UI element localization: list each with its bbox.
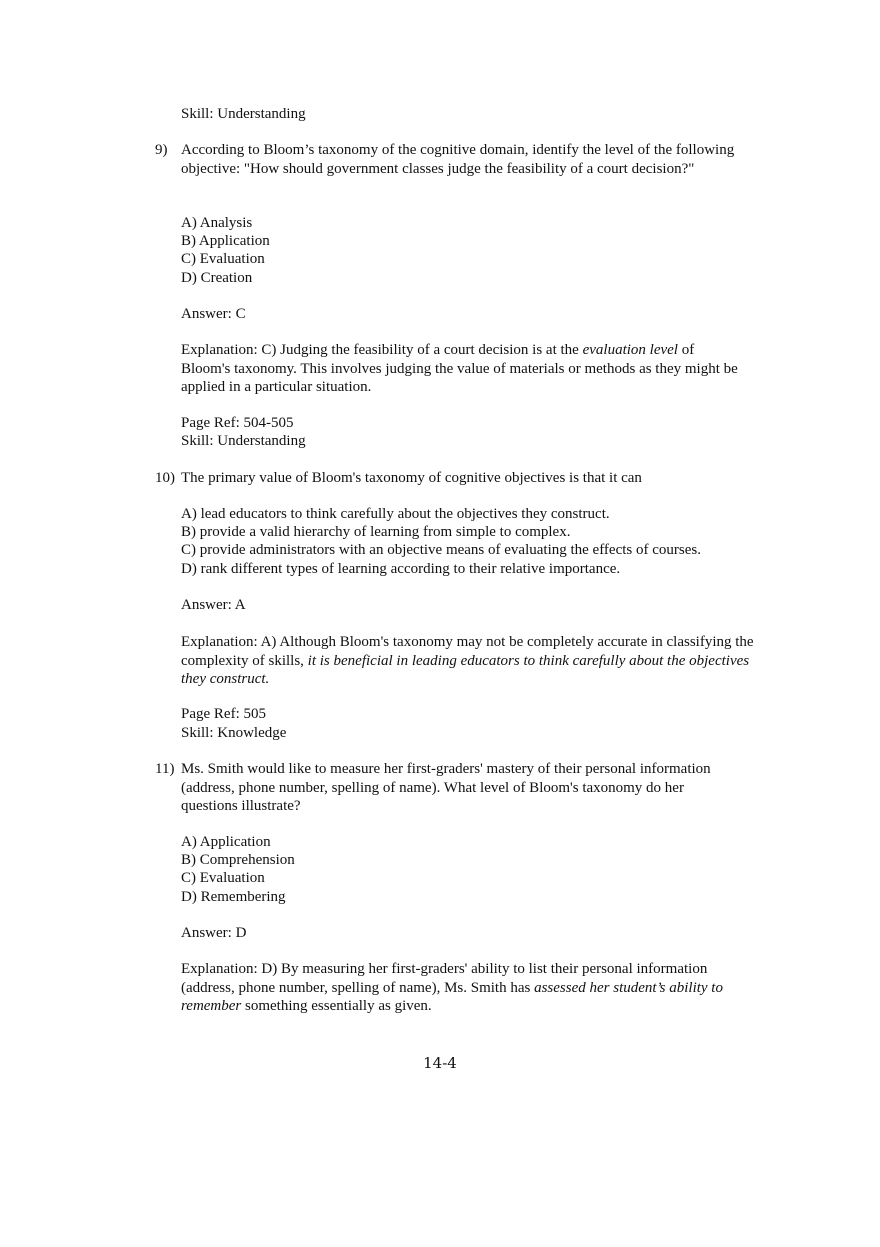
question-number: 11) [155,761,175,777]
explanation: Explanation: A) Although Bloom's taxonomy may not be completely accurate in classifying the complexity of skills, it is beneficial in leading educators to think carefully about the objectives they construct. [181,634,754,687]
explanation-emphasis: evaluation level [582,342,678,358]
choice-d: D) rank different types of learning according to their relative importance. [181,561,621,577]
choice-c: C) provide administrators with an objective means of evaluating the effects of courses. [181,542,701,558]
choice-a: A) Analysis [181,215,253,231]
explanation: Explanation: D) By measuring her first-graders' ability to list their personal information (address, phone number, spelling of name), Ms. Smith has assessed her student’s ability to remember something essentially as given. [181,961,723,1014]
explanation: Explanation: C) Judging the feasibility of a court decision is at the evaluation level of Bloom's taxonomy. This involves judging the value of materials or methods as they might be applied in a particular situation. [181,342,738,395]
answer: Answer: D [181,925,247,941]
choice-c: C) Evaluation [181,870,265,886]
choice-b: B) Application [181,233,270,249]
page-ref: Page Ref: 504-505 [181,415,294,431]
explanation-emphasis: it is beneficial in leading educators to think carefully about the objectives they construct. [181,652,750,687]
skill-line: Skill: Understanding [181,433,306,449]
skill-line: Skill: Understanding [181,106,306,122]
question-text: The primary value of Bloom's taxonomy of cognitive objectives is that it can [181,470,642,486]
page-ref: Page Ref: 505 [181,706,266,722]
question-number: 9) [155,142,168,158]
choice-d: D) Remembering [181,889,286,905]
question-text: According to Bloom’s taxonomy of the cognitive domain, identify the level of the following objective: "How should government classes judge the feasibility of a court decision?" [181,142,735,177]
answer: Answer: A [181,597,246,613]
choice-a: A) Application [181,834,271,850]
answer: Answer: C [181,306,246,322]
skill-line: Skill: Knowledge [181,725,287,741]
choice-a: A) lead educators to think carefully about the objectives they construct. [181,506,610,522]
choice-b: B) Comprehension [181,852,295,868]
page-number: 14-4 [423,1054,457,1072]
question-text: Ms. Smith would like to measure her first-graders' mastery of their personal information (address, phone number, spelling of name). What level of Bloom's taxonomy do her questions illustrate? [181,761,711,814]
choice-c: C) Evaluation [181,251,265,267]
question-number: 10) [155,470,175,486]
explanation-emphasis: assessed her student’s ability to remember [181,979,723,1014]
choice-b: B) provide a valid hierarchy of learning from simple to complex. [181,524,571,540]
choice-d: D) Creation [181,270,253,286]
